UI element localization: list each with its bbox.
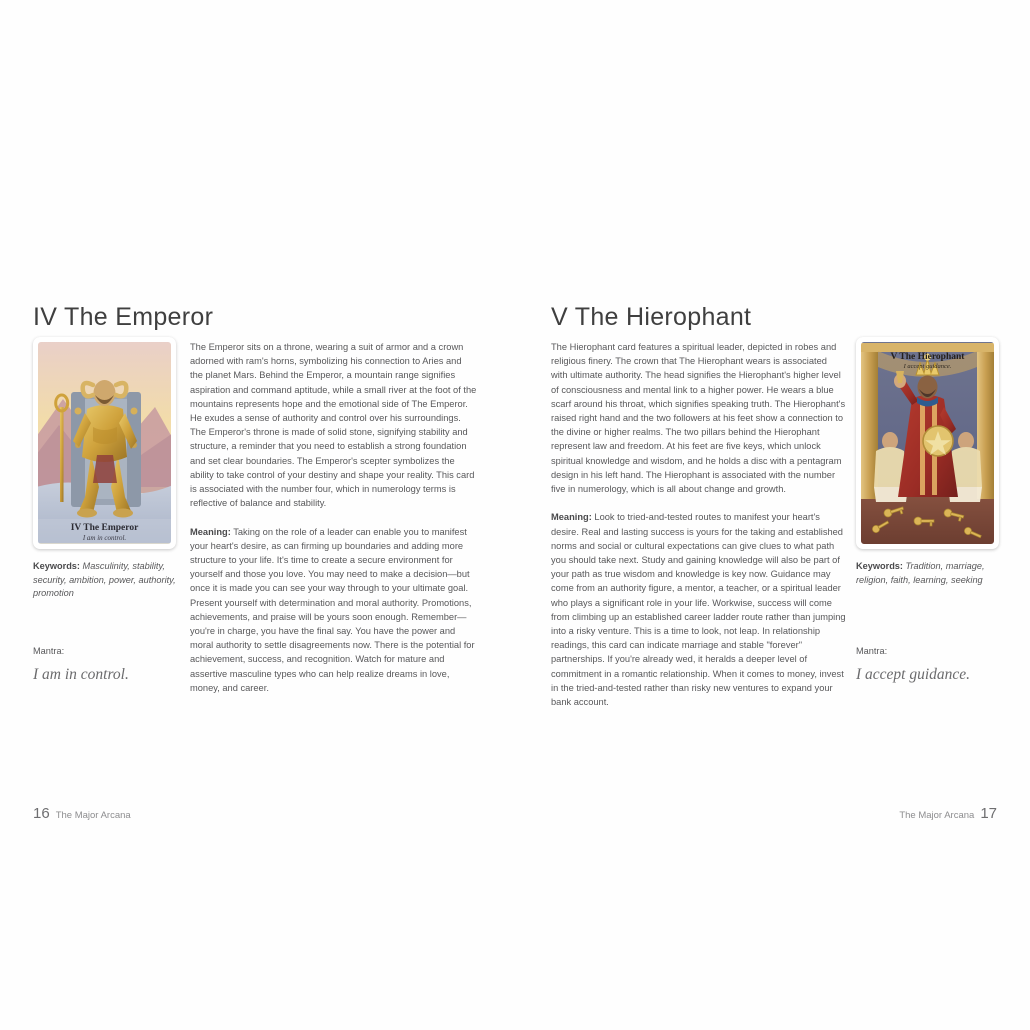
body-text-right [551, 340, 846, 709]
footer-right [899, 805, 997, 822]
page-number-left: 16 [33, 805, 50, 822]
running-head-left: The Major Arcana [55, 810, 131, 821]
keywords-block-left [33, 560, 178, 601]
hierophant-card-artwork [856, 337, 999, 549]
hierophant-card-label-text: V The Hierophant [890, 352, 965, 362]
emperor-card-image [33, 337, 176, 549]
keywords-label-right: Keywords: [856, 561, 903, 571]
mantra-text-right: I accept guidance. [856, 665, 971, 683]
keywords-label-left: Keywords: [33, 561, 80, 571]
meaning-text-right: Look to tried-and-tested routes to manifest your heart's desire. Real and lasting success is yours for the taking and established norms and social or cultural expectations can give clues to what path you should take next. Study and gaining knowledge will also be part of your path as true wisdom and knowledge is key now. Guidance may come from an authority figure, a mentor, a teacher, or a spiritual leader who plays a significant role in your life. Workwise, success will come from climbing up an established career ladder route rather than jumping into a risky venture. This is a time to look, not leap. In relationship readings, this card can indicate marriage and stable "forever" partnerships. If you're already wed, it heralds a deeper level of commitment in a romantic relationship. When it comes to money, invest in the tried-and-tested rather than risky new ventures to expand your bank account. [551, 512, 846, 708]
emperor-card-artwork [33, 337, 176, 549]
running-head-right: The Major Arcana [899, 810, 975, 821]
meaning-label-left: Meaning: [190, 526, 231, 537]
meaning-paragraph-left [190, 525, 477, 695]
mantra-block-right [856, 645, 1001, 681]
meaning-label-right: Meaning: [551, 512, 592, 523]
description-paragraph-left: The Emperor sits on a throne, wearing a suit of armor and a crown adorned with ram's horns, symbolizing his connection to Aries and the planet Mars. Behind the Emperor, a mountain range signifies aspiration and command aptitude, while a small river at the foot of the mountains represents hope and the emotional side of The Emperor. He exudes a sense of authority and control over his surroundings. The Emperor's throne is made of solid stone, signifying stability and structure, a reminder that you need to establish a strong foundation and set clear boundaries. The Emperor's scepter symbolizes the ability to take control of your destiny and shape your reality. This card is associated with the number four, which in numerology terms is reflective of balance and stability. [190, 342, 477, 509]
page-number-right: 17 [980, 805, 997, 822]
hierophant-card-image [856, 337, 999, 549]
footer-left [33, 805, 131, 822]
keywords-text-left: Masculinity, stability, security, ambition, power, authority, promotion [33, 561, 176, 599]
page-title-right: V The Hierophant [551, 303, 752, 331]
meaning-paragraph-right [551, 510, 846, 709]
meaning-text-left: Taking on the role of a leader can enable you to manifest your heart's desire, as can firming up boundaries and adding more structure to your life. It's time to create a secure environment for yourself and those you love. You may need to make a decision—but once it is made you can see your way through to your ultimate goal. Present yourself with determination and moral authority. Promotions, achievements, and praise will be yours soon enough. Remember—you're in charge, you have the final say. You have the power and moral authority to settle disagreements now. There is the potential for achievement, success, and recognition. Watch for mature and assertive masculine types who can help realize dreams in love, money, and career. [190, 526, 475, 693]
description-paragraph-right: The Hierophant card features a spiritual leader, depicted in robes and religious finery. The crown that The Hierophant wears is associated with ultimate authority. The head signifies the Hierophant's higher level of consciousness and mental link to a higher power. He wears a blue scarf around his throat, which signifies speaking truth. The Hierophant's raised right hand and the two followers at his feet show a connection to the divine or higher realms. The two pillars behind the Hierophant represent law and freedom. At his feet are five keys, which unlock spiritual knowledge and wisdom, and he holds a disc with a pentagram design in his left hand. The Hierophant is associated with the number five in numerology, which is all about change and growth. [551, 342, 846, 495]
emperor-card-sublabel-text: I am in control. [82, 534, 127, 542]
body-text-left [190, 340, 477, 695]
keywords-block-right [856, 560, 1001, 587]
mantra-label-left: Mantra: [33, 646, 65, 656]
mantra-block-left [33, 645, 178, 681]
emperor-card-label-text: IV The Emperor [70, 523, 139, 533]
page-right [515, 0, 1030, 1030]
hierophant-card-sublabel-text: I accept guidance. [903, 363, 952, 370]
mantra-text-left: I am in control. [33, 665, 129, 683]
page-title-left: IV The Emperor [33, 303, 214, 331]
mantra-label-right: Mantra: [856, 646, 888, 656]
keywords-text-right: Tradition, marriage, religion, faith, learning, seeking [856, 561, 985, 585]
